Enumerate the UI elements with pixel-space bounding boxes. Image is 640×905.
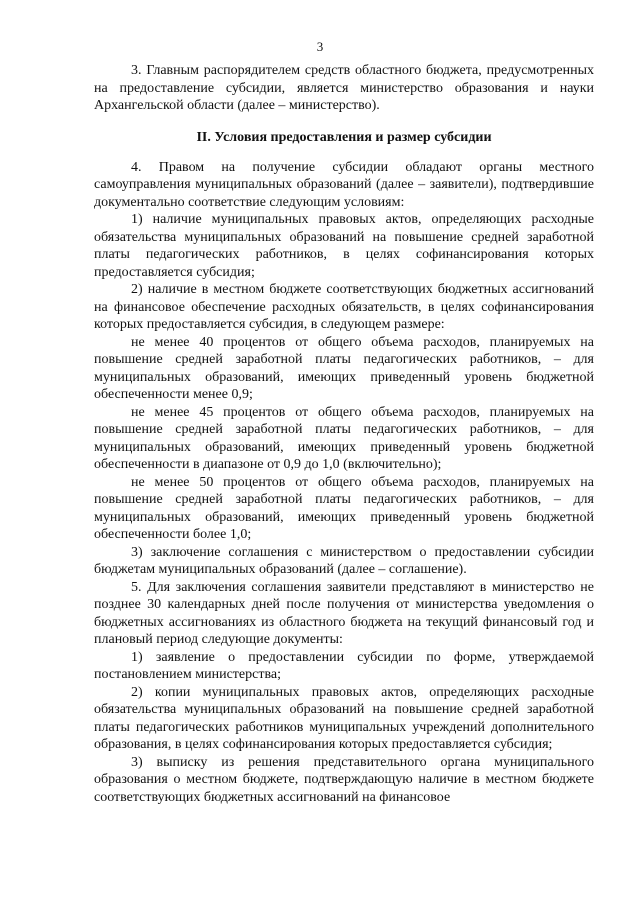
paragraph-4-item-2-tier-3: не менее 50 процентов от общего объема расходов, планируемых на повышение средней заработной платы педагогических работников, – для муниципальных образований, имеющих приведенный уровень бюджетной обеспеченности более 1,0; bbox=[94, 474, 594, 542]
paragraph-5-item-2: 2) копии муниципальных правовых актов, определяющих расходные обязательства муниципальных образований на повышение средней заработной платы педагогических работников муниципальных учреждений дополнительного образования, в целях софинансирования которых предоставляется субсидия; bbox=[94, 684, 594, 752]
paragraph-4-item-2-tier-1: не менее 40 процентов от общего объема расходов, планируемых на повышение средней заработной платы педагогических работников, – для муниципальных образований, имеющих приведенный уровень бюджетной обеспеченности менее 0,9; bbox=[94, 334, 594, 402]
paragraph-4-item-1: 1) наличие муниципальных правовых актов, определяющих расходные обязательства муниципальных образований на повышение средней заработной платы педагогических работников, в целях софинансирования которых предоставляется субсидия; bbox=[94, 212, 594, 280]
section-heading: II. Условия предоставления и размер субсидии bbox=[196, 129, 492, 145]
document-body bbox=[94, 62, 594, 806]
paragraph-4-item-2: 2) наличие в местном бюджете соответствующих бюджетных ассигнований на финансовое обеспечение расходных обязательств, в целях софинансирования которых предоставляется субсидия, в следующем размере: bbox=[94, 282, 594, 332]
paragraph-4-item-3: 3) заключение соглашения с министерством о предоставлении субсидии бюджетам муниципальных образований (далее – соглашение). bbox=[94, 544, 594, 577]
paragraph-3: 3. Главным распорядителем средств областного бюджета, предусмотренных на предоставление субсидии, является министерство образования и науки Архангельской области (далее – министерство). bbox=[94, 63, 594, 113]
paragraph-4-item-2-tier-2: не менее 45 процентов от общего объема расходов, планируемых на повышение средней заработной платы педагогических работников, – для муниципальных образований, имеющих приведенный уровень бюджетной обеспеченности в диапазоне от 0,9 до 1,0 (включительно); bbox=[94, 404, 594, 472]
paragraph-5-item-1: 1) заявление о предоставлении субсидии по форме, утверждаемой постановлением министерства; bbox=[94, 649, 594, 682]
paragraph-5: 5. Для заключения соглашения заявители представляют в министерство не позднее 30 календарных дней после получения от министерства уведомления о бюджетных ассигнованиях из областного бюджета на текущий финансовый год и плановый период следующие документы: bbox=[94, 579, 594, 647]
paragraph-4: 4. Правом на получение субсидии обладают органы местного самоуправления муниципальных образований (далее – заявители), подтвердившие документально соответствие следующим условиям: bbox=[94, 159, 594, 210]
paragraph-5-item-3: 3) выписку из решения представительного органа муниципального образования о местном бюджете, подтверждающую наличие в местном бюджете соответствующих бюджетных ассигнований на финансовое bbox=[94, 754, 594, 805]
page-number: 3 bbox=[316, 39, 324, 54]
